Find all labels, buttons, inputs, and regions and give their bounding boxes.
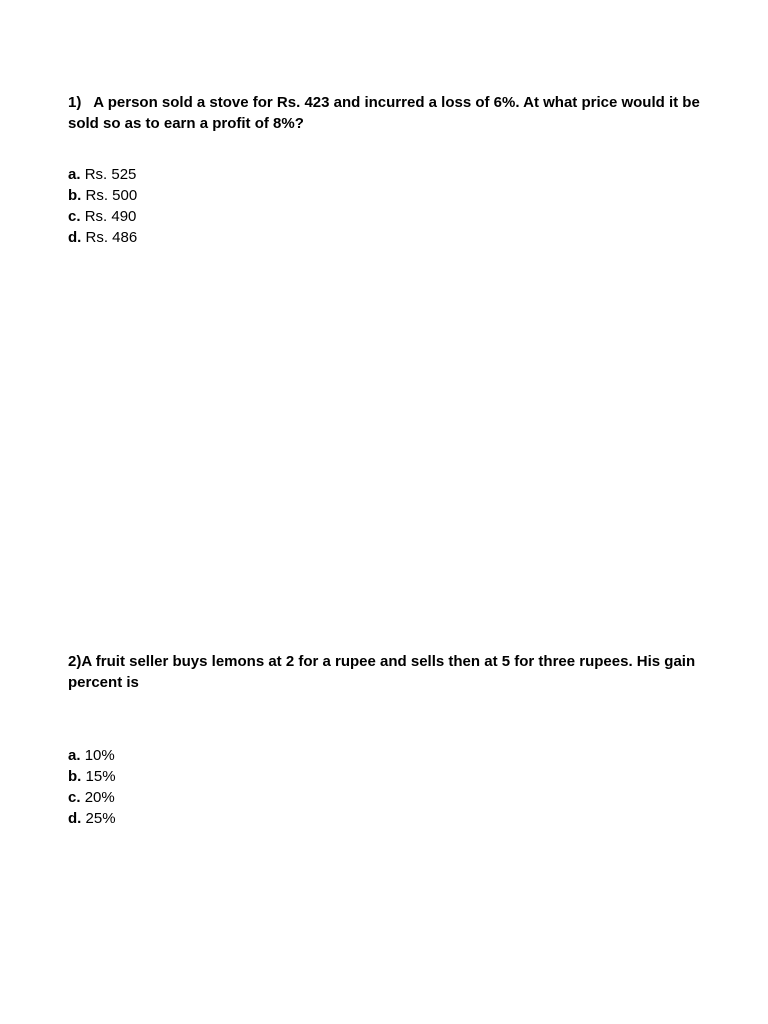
option-value: 10% — [84, 747, 115, 764]
option-value: Rs. 490 — [84, 208, 137, 225]
option-value: Rs. 525 — [84, 166, 137, 183]
question-text: 2)A fruit seller buys lemons at 2 for a rupee and sells then at 5 for three rupees. His gain percent is — [68, 653, 696, 691]
option-letter: a. — [68, 747, 81, 764]
option-letter: d. — [68, 229, 82, 246]
options-list — [68, 164, 708, 248]
question-text: 1) A person sold a stove for Rs. 423 and incurred a loss of 6%. At what price would it be sold so as to earn a profit of 8%? — [68, 94, 704, 132]
option-b — [68, 185, 708, 206]
question-2 — [68, 651, 708, 829]
option-letter: b. — [68, 768, 82, 785]
option-value: Rs. 500 — [85, 187, 138, 204]
option-letter: a. — [68, 166, 81, 183]
option-value: Rs. 486 — [85, 229, 138, 246]
option-d — [68, 227, 708, 248]
option-a — [68, 164, 708, 185]
option-letter: c. — [68, 208, 81, 225]
option-letter: c. — [68, 789, 81, 806]
option-value: 20% — [84, 789, 115, 806]
option-value: 15% — [85, 768, 116, 785]
option-d — [68, 808, 708, 829]
option-a — [68, 745, 708, 766]
option-b — [68, 766, 708, 787]
option-c — [68, 787, 708, 808]
option-letter: d. — [68, 810, 82, 827]
option-value: 25% — [85, 810, 116, 827]
option-c — [68, 206, 708, 227]
question-1 — [68, 92, 708, 248]
options-list — [68, 745, 708, 829]
option-letter: b. — [68, 187, 82, 204]
